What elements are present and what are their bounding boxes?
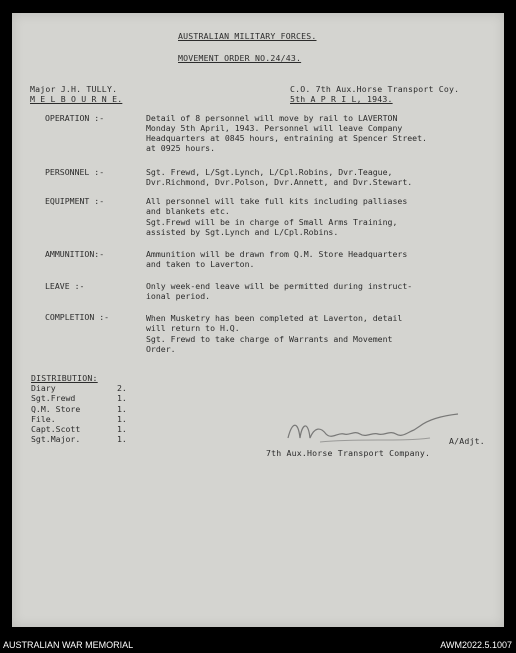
distribution-row [31, 424, 127, 434]
distribution-count: 1. [117, 424, 127, 434]
personnel-line-2: Dvr.Richmond, Dvr.Polson, Dvr.Annett, and Dvr.Stewart. [146, 177, 413, 187]
distribution-count: 1. [117, 393, 127, 403]
handwritten-signature [280, 408, 470, 452]
leave-line-1: Only week-end leave will be permitted during instruct- [146, 281, 413, 291]
distribution-name: Diary [31, 383, 56, 393]
ammunition-line-2: and taken to Laverton. [146, 259, 255, 269]
footer-left: AUSTRALIAN WAR MEMORIAL [3, 640, 134, 650]
distribution-count: 1. [117, 434, 127, 444]
completion-line-4: Order. [146, 344, 176, 354]
completion-line-1: When Musketry has been completed at Laverton, detail [146, 313, 403, 323]
section-label-operation: OPERATION :- [45, 113, 105, 123]
equipment-line-2: and blankets etc. [146, 206, 230, 216]
operation-line-4: at 0925 hours. [146, 143, 216, 153]
distribution-count: 2. [117, 383, 127, 393]
distribution-name: File. [31, 414, 56, 424]
distribution-count: 1. [117, 414, 127, 424]
distribution-row [31, 393, 127, 403]
operation-line-1: Detail of 8 personnel will move by rail to LAVERTON [146, 113, 398, 123]
distribution-row [31, 383, 127, 393]
equipment-line-3: Sgt.Frewd will be in charge of Small Arms Training, [146, 217, 398, 227]
distribution-row [31, 414, 127, 424]
org-heading: AUSTRALIAN MILITARY FORCES. [178, 31, 317, 41]
addressee-name: Major J.H. TULLY. [30, 84, 118, 94]
distribution-title: DISTRIBUTION: [31, 373, 98, 383]
addressee-place: M E L B O U R N E. [30, 94, 123, 104]
equipment-line-4: assisted by Sgt.Lynch and L/Cpl.Robins. [146, 227, 339, 237]
distribution-name: Q.M. Store [31, 404, 81, 414]
section-label-ammunition: AMMUNITION:- [45, 249, 105, 259]
section-label-personnel: PERSONNEL :- [45, 167, 105, 177]
order-heading: MOVEMENT ORDER NO.24/43. [178, 53, 302, 63]
from-unit: C.O. 7th Aux.Horse Transport Coy. [290, 84, 460, 94]
completion-line-3: Sgt. Frewd to take charge of Warrants and Movement [146, 334, 393, 344]
equipment-line-1: All personnel will take full kits including palliases [146, 196, 408, 206]
distribution-name: Sgt.Frewd [31, 393, 76, 403]
personnel-line-1: Sgt. Frewd, L/Sgt.Lynch, L/Cpl.Robins, Dvr.Teague, [146, 167, 393, 177]
distribution-row [31, 434, 127, 444]
signature-title: A/Adjt. [449, 436, 485, 446]
signature-unit: 7th Aux.Horse Transport Company. [266, 448, 431, 458]
footer-right: AWM2022.5.1007 [440, 640, 512, 650]
from-date: 5th A P R I L, 1943. [290, 94, 393, 104]
distribution-count: 1. [117, 404, 127, 414]
leave-line-2: ional period. [146, 291, 211, 301]
completion-line-2: will return to H.Q. [146, 323, 240, 333]
section-label-equipment: EQUIPMENT :- [45, 196, 105, 206]
distribution-row [31, 404, 127, 414]
section-label-leave: LEAVE :- [45, 281, 85, 291]
ammunition-line-1: Ammunition will be drawn from Q.M. Store Headquarters [146, 249, 408, 259]
section-label-completion: COMPLETION :- [45, 312, 110, 322]
distribution-name: Capt.Scott [31, 424, 81, 434]
distribution-name: Sgt.Major. [31, 434, 81, 444]
operation-line-2: Monday 5th April, 1943. Personnel will leave Company [146, 123, 403, 133]
operation-line-3: Headquarters at 0845 hours, entraining at Spencer Street. [146, 133, 427, 143]
